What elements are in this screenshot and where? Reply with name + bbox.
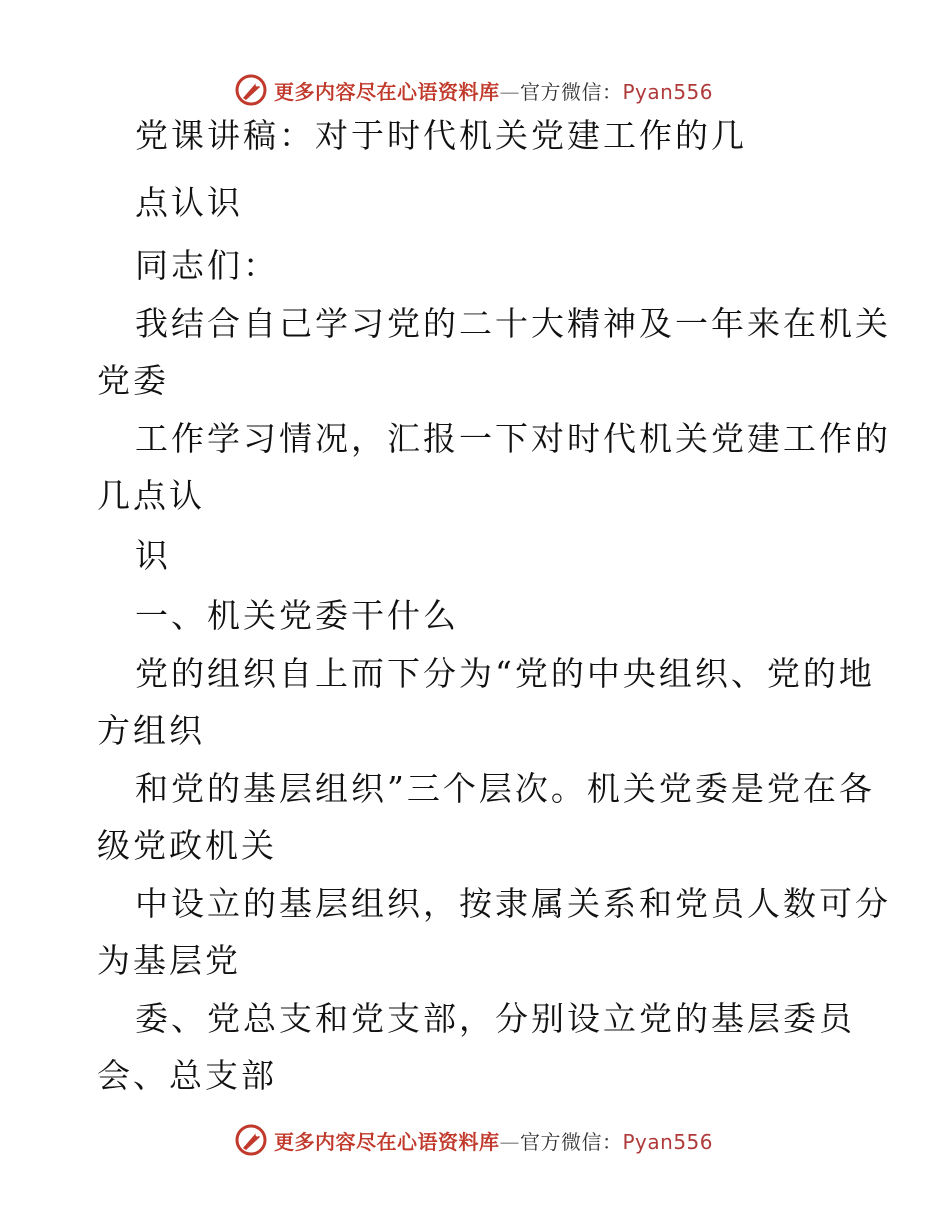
paragraph-line: 党的组织自上而下分为“党的中央组织、党的地 xyxy=(135,654,875,693)
paragraph-line: 中设立的基层组织，按隶属关系和党员人数可分 xyxy=(135,884,891,923)
paragraph-line: 我结合自己学习党的二十大精神及一年来在机关 xyxy=(135,304,891,343)
paragraph-line: 几点认 xyxy=(97,476,205,515)
watermark-official-label: 官方微信： xyxy=(520,79,623,104)
watermark-text xyxy=(274,76,713,105)
header-watermark xyxy=(234,70,713,110)
paragraph-line: 方组织 xyxy=(97,711,205,750)
paragraph-line: 工作学习情况，汇报一下对时代机关党建工作的 xyxy=(135,419,891,458)
watermark-brand: 更多内容尽在心语资料库 xyxy=(274,79,500,104)
watermark-brand: 更多内容尽在心语资料库 xyxy=(274,1129,500,1154)
paragraph-line: 委、党总支和党支部，分别设立党的基层委员 xyxy=(135,999,855,1038)
pen-nib-logo-icon xyxy=(234,73,268,107)
paragraph-line: 为基层党 xyxy=(97,941,241,980)
watermark-dash: — xyxy=(499,1129,520,1154)
watermark-text xyxy=(274,1126,713,1155)
document-title-line-1: 党课讲稿：对于时代机关党建工作的几 xyxy=(135,116,747,155)
paragraph-line: 会、总支部 xyxy=(97,1056,277,1095)
paragraph-line: 识 xyxy=(135,536,171,575)
document-title-line-2: 点认识 xyxy=(135,183,243,222)
section-heading: 一、机关党委干什么 xyxy=(135,596,459,635)
watermark-official-label: 官方微信： xyxy=(520,1129,623,1154)
watermark-dash: — xyxy=(499,79,520,104)
watermark-wechat-id: Pyan556 xyxy=(622,1129,714,1154)
paragraph-line: 党委 xyxy=(97,361,169,400)
pen-nib-logo-icon xyxy=(234,1123,268,1157)
paragraph-line: 级党政机关 xyxy=(97,826,277,865)
footer-watermark xyxy=(234,1120,713,1160)
paragraph-line: 和党的基层组织”三个层次。机关党委是党在各 xyxy=(135,769,875,808)
watermark-wechat-id: Pyan556 xyxy=(622,79,714,104)
salutation: 同志们： xyxy=(135,246,279,285)
